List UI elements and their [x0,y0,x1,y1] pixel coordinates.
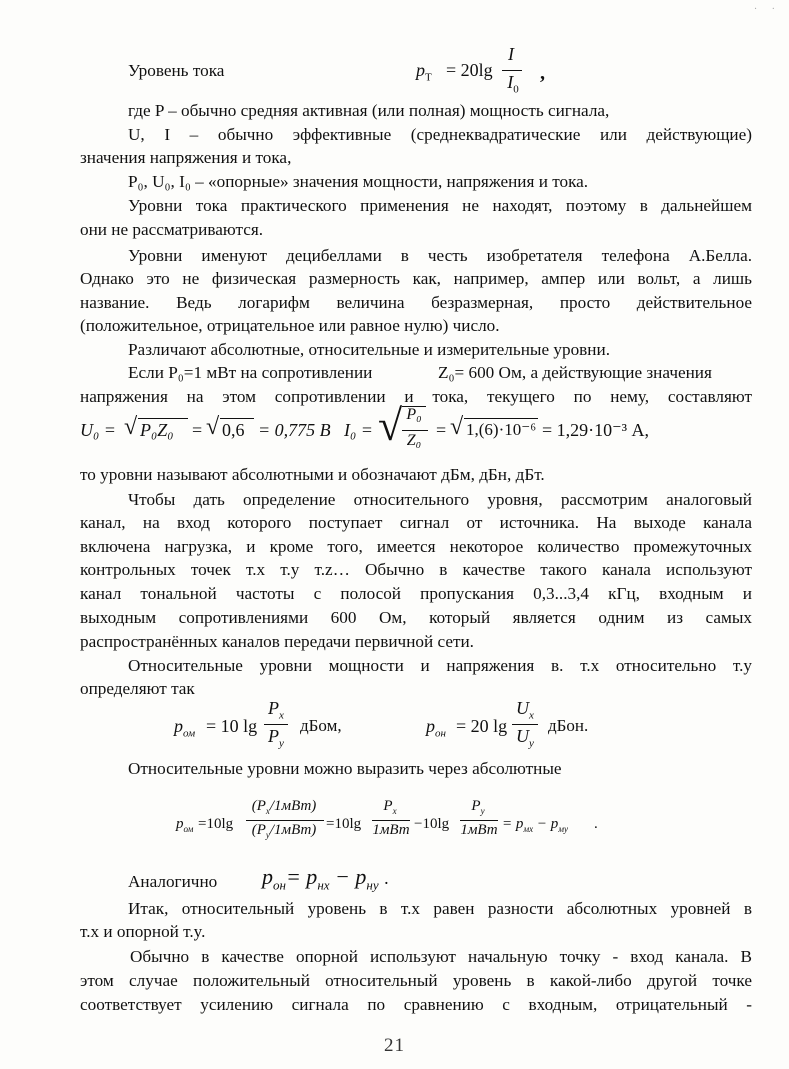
paragraph-line: контрольных точек т.x т.y т.z… Обычно в качестве такого канала используют [80,560,752,579]
formula-current-level: $p_T$ = 20lg I $I_0$ , [416,44,545,96]
paragraph-line: Различают абсолютные, относительные и измерительные уровни. [128,340,610,359]
paragraph-line: Однако это не физическая размерность как, например, ампер или вольт, а лишь [80,269,752,288]
formula-long: $p_{ом}$ =10lg $(P_x/1мВт)$ $(P_y/1мВт)$ =10lg $P_x$ 1мВт −10lg $P_y$ 1мВт = $p_{мх} - p_{му}$ . [176,798,598,840]
paragraph-line: значения напряжения и тока, [80,148,292,167]
paragraph-line: они не рассматриваются. [80,220,264,239]
paragraph-line: Уровни именуют децибеллами в честь изобретателя телефона А.Белла. [128,246,752,265]
paragraph-line: Относительные уровни мощности и напряжения в. т.x относительно т.y [128,656,752,675]
corner-marks: · · [753,4,781,15]
paragraph-line: соответствует усилению сигнала по сравнению с входным, отрицательный - [80,995,752,1014]
paragraph-line: Обычно в качестве опорной используют начальную точку - вход канала. В [130,947,752,966]
paragraph-line: Итак, относительный уровень в т.x равен разности абсолютных уровней в [128,899,752,918]
current-level-label: Уровень тока [128,61,225,80]
paragraph-line: определяют так [80,679,195,698]
formula-pon: $p_{он}$ = 20 lg $U_x$ $U_y$ дБон. [426,698,589,750]
paragraph-line: т.x и опорной т.y. [80,922,206,941]
analog-label: Аналогично [128,872,218,891]
paragraph-line: канал, на вход которого поступает сигнал от источника. На выходе канала [80,513,752,532]
paragraph-line: P₀, U₀, I₀ – «опорные» значения мощности, напряжения и тока. [128,172,589,191]
formula-analog: $p_{он}= p_{нх} - p_{ну}$ . [262,864,389,893]
paragraph-line: (положительное, отрицательное или равное нулю) число. [80,316,500,335]
paragraph-line: напряжения на этом сопротивлении и тока, текущего по нему, составляют [80,387,752,406]
paragraph-line: распространённых каналов передачи первичной сети. [80,632,474,651]
formula-i0: I₀ = √ P₀ Z₀ = √ 1,(6)·10⁻⁶ = 1,29·10⁻³ А, [344,401,650,450]
paragraph-line: канал тональной частоты с полосой пропускания 0,3...3,4 кГц, входным и [80,584,752,603]
paragraph-line: U, I – обычно эффективные (среднеквадратические или действующие) [128,125,752,144]
paragraph-line: то уровни называют абсолютными и обозначают дБм, дБн, дБт. [80,465,545,484]
paragraph-line: включена нагрузка, и кроме того, имеется некоторое количество промежуточных [80,537,752,556]
paragraph-line: Z₀= 600 Ом, а действующие значения [438,363,712,382]
formula-pom: $p_{ом}$ = 10 lg $P_x$ $P_y$ дБом, [174,698,342,750]
paragraph-line: Чтобы дать определение относительного уровня, рассмотрим аналоговый [128,490,752,509]
paragraph-line: Уровни тока практического применения не находят, поэтому в дальнейшем [128,196,752,215]
page-number: 21 [384,1035,405,1056]
paragraph-line: выходным сопротивлениями 600 Ом, который является одним из самых [80,608,752,627]
formula-u0: U₀ = √ P₀Z₀ = √ 0,6 = 0,775 В [80,414,331,440]
paragraph-line: Если P₀=1 мВт на сопротивлении [128,363,373,382]
paragraph-line: название. Ведь логарифм величина безразмерная, просто действительное [80,293,752,312]
paragraph-line: Относительные уровни можно выразить через абсолютные [128,759,562,778]
paragraph-line: этом случае положительный относительный уровень в какой-либо другой точке [80,971,752,990]
paragraph-line: где P – обычно средняя активная (или полная) мощность сигнала, [128,101,610,120]
